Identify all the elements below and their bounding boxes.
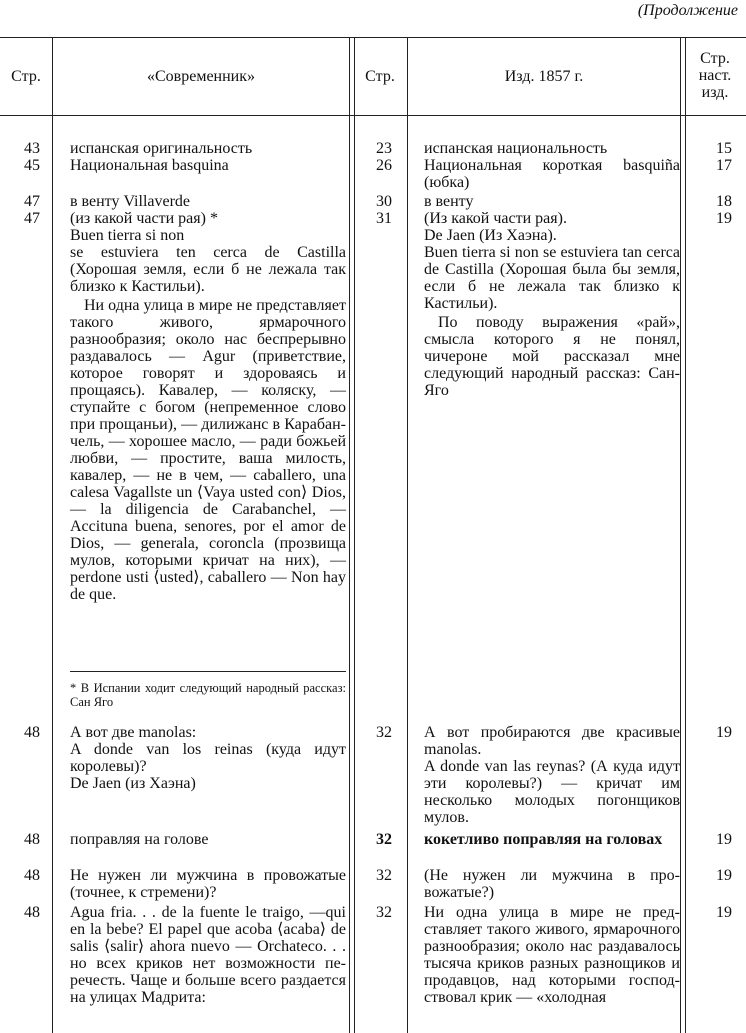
page-number-2: 30 [376, 193, 392, 210]
header-present-page-l3: изд. [701, 84, 729, 101]
col-divider-1 [52, 37, 53, 1033]
header-present-page [684, 50, 746, 101]
page-number: 48 [24, 724, 40, 741]
sovremennik-line: A donde van los reinas (куда идут королевы)? [70, 741, 346, 775]
page-number-2: 32 [376, 904, 392, 921]
col-divider-3 [407, 37, 408, 1033]
sovremennik-line: se estuviera ten cerca de Castilla (Хорошая земля, если б не лежала так близко к Кастильи). [70, 244, 346, 295]
edition-text: в венту [424, 193, 474, 210]
present-page-number: 19 [716, 831, 732, 848]
header-page-2: Стр. [365, 68, 395, 85]
sovremennik-line: А вот две manolas: [70, 724, 197, 741]
present-page-number: 19 [716, 210, 732, 227]
page-number: 47 [24, 193, 40, 210]
edition-line: (Из какой части рая). [424, 210, 567, 227]
sovremennik-text: испанская оригинальность [70, 140, 253, 157]
edition-text: Национальная короткая basquiña (юбка) [424, 157, 680, 191]
header-sovremennik: «Современник» [146, 68, 255, 85]
footnote: * В Испании ходит следующий народный рассказ: Сан Яго [70, 681, 346, 709]
edition-line: A donde van las reynas? (А куда идут эти королевы?) — кричат им несколько молодых погонщиков мулов. [424, 758, 680, 826]
edition-text-block [424, 724, 680, 826]
page-number: 48 [24, 867, 40, 884]
header-page: Стр. [11, 68, 41, 85]
sovremennik-text-block [70, 724, 346, 792]
sovremennik-text: Agua fria. . . de la fuente le traigo, —qui en la bebe? El papel que acoba ⟨acaba⟩ de salis ⟨salir⟩ ahora nuevo — Orchateco. . . но всех криков нет возможности перечесть. Чаще и больше всего раздается на улицах Мадрита: [70, 904, 346, 1006]
page-number: 43 [24, 140, 40, 157]
page-number: 47 [24, 210, 40, 227]
sovremennik-text: поправляя на голове [70, 831, 209, 848]
header-present-page-l1: Стр. [700, 50, 730, 67]
present-page-number: 19 [716, 724, 732, 741]
present-page-number: 19 [716, 904, 732, 921]
present-page-number: 17 [716, 157, 732, 174]
page-number-2: 32 [376, 867, 392, 884]
page-number: 48 [24, 831, 40, 848]
edition-text-block [424, 210, 680, 399]
edition-line: Buen tierra si non se estuviera tan cerca de Castilla (Хорошая была бы земля, если б не лежала так близко к Кастильи). [424, 244, 680, 312]
edition-text: Ни одна улица в мире не представляет такого живого, ярмарочного разнообразия; около нас раздавалось тысяча криков разных разнощиков и продавцов, над которыми господствовал крик — «холодная [424, 904, 680, 1006]
present-page-number: 19 [716, 867, 732, 884]
page-number-2: 32 [376, 724, 392, 741]
page-number: 45 [24, 157, 40, 174]
page-number-2: 32 [376, 831, 392, 848]
sovremennik-text: Национальная basquina [70, 157, 229, 174]
sovremennik-line: Buen tierra si non [70, 227, 185, 244]
continuation-label: (Продолжение [637, 2, 738, 19]
page-number-2: 31 [376, 210, 392, 227]
footnote-rule [70, 671, 346, 672]
page-number-2: 26 [376, 157, 392, 174]
header-present-page-l2: наст. [698, 67, 732, 84]
edition-text: испанская национальность [424, 140, 608, 157]
sovremennik-text: в венту Villaverde [70, 193, 191, 210]
edition-line: А вот пробираются две красивые manolas. [424, 724, 680, 758]
table-top-rule [0, 37, 746, 38]
page-number-2: 23 [376, 140, 392, 157]
sovremennik-line: De Jaen (из Хаэна) [70, 775, 196, 792]
sovremennik-text: Не нужен ли мужчина в провожатые (точнее, к стремени)? [70, 867, 346, 901]
edition-paragraph: По поводу выражения «рай», смысла которого я не понял, чичероне мой рассказал мне следующий народный рассказ: Сан-Яго [424, 314, 680, 399]
header-edition: Изд. 1857 г. [504, 68, 584, 85]
col-divider-4 [680, 37, 686, 1033]
present-page-number: 15 [716, 140, 732, 157]
edition-text: (Не нужен ли мужчина в провожатые?) [424, 867, 680, 901]
present-page-number: 18 [716, 193, 732, 210]
sovremennik-line: (из какой части рая) * [70, 210, 218, 227]
page-number: 48 [24, 904, 40, 921]
edition-text: кокетливо поправляя на головах [424, 831, 663, 848]
header-bottom-rule [0, 115, 746, 116]
edition-line: De Jaen (Из Хаэна). [424, 227, 557, 244]
sovremennik-text-block [70, 210, 346, 603]
sovremennik-paragraph: Ни одна улица в мире не представляет такого живого, ярмарочного разнообразия; около нас беспрерывно раздавалось — Agur (приветствие, которое говорят и здороваясь и прощаясь). Кавалер, — коляску, — ступайте с богом (непременное слово при прощаньи), — дилижанс в Карабанчель, — хорошее масло, — ради божьей любви, — простите, ваша милость, кавалер, — не в чем, — caballero, una calesa Vagallste un ⟨Vaya usted con⟩ Dios, — la diligencia de Carabanchel, — Accituna buena, senores, por el amor de Dios, — generala, coroncla (прозвища мулов, которыми кричат на них), — perdone usti ⟨usted⟩, caballero — Non hay de que. [70, 297, 346, 603]
